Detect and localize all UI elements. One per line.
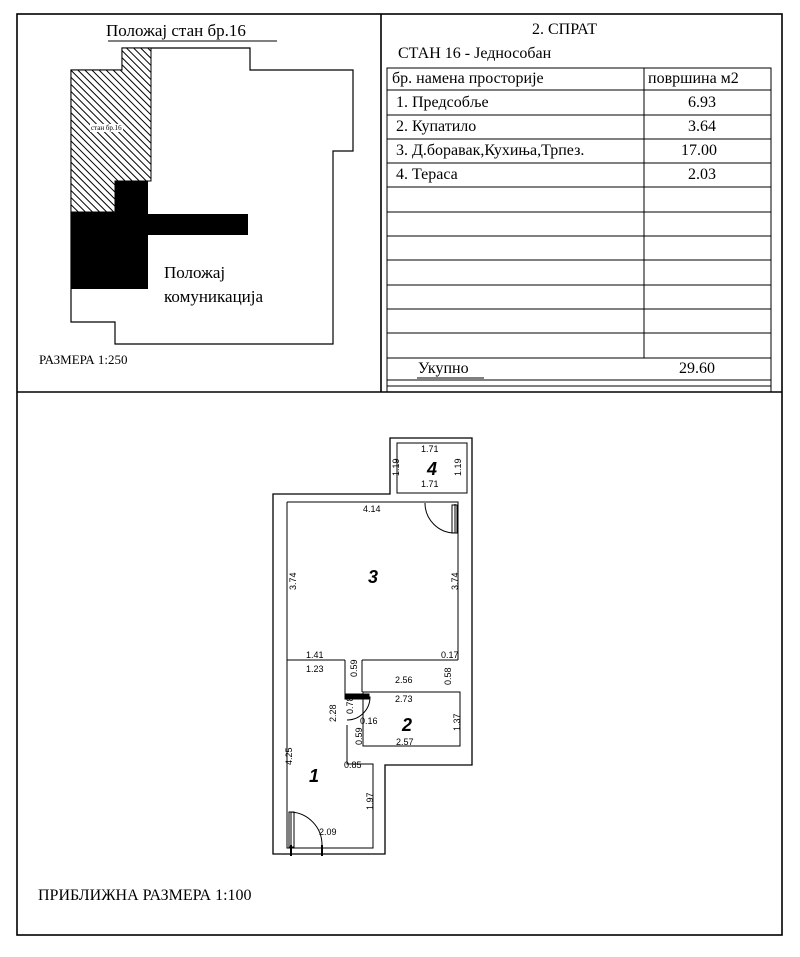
dimension-label: 0.85	[344, 760, 362, 770]
dimension-label: 1.71	[421, 444, 439, 454]
table-row-area: 2.03	[688, 166, 716, 183]
dimension-label: 1.23	[306, 664, 324, 674]
dimension-label: 0.16	[360, 716, 378, 726]
dimension-label: 4.14	[363, 504, 381, 514]
area-table	[387, 68, 771, 392]
dimension-label: 2.73	[395, 694, 413, 704]
floor-title: 2. СПРАТ	[532, 21, 597, 38]
dimension-label: 4.25	[284, 747, 294, 765]
apartment-title: СТАН 16 - Једнособан	[398, 45, 552, 62]
dimension-label: 2.09	[319, 827, 337, 837]
unit-tag: стан бр.16	[91, 124, 122, 132]
dimension-label: 1.97	[365, 792, 375, 810]
dimension-label: 2.57	[396, 737, 414, 747]
table-row-area: 3.64	[688, 118, 716, 135]
dimension-label: 1.71	[421, 479, 439, 489]
dimension-label: 1.19	[391, 458, 401, 476]
dimension-label: 0.58	[443, 667, 453, 685]
plan-scale: ПРИБЛИЖНА РАЗМЕРА 1:100	[38, 887, 252, 904]
room-label-1: 1	[309, 766, 320, 786]
dimension-label: 0.59	[349, 659, 359, 677]
table-header-area: површина м2	[648, 70, 739, 87]
dimension-label: 1.37	[452, 713, 462, 731]
total-value: 29.60	[679, 360, 715, 377]
dimension-label: 3.74	[450, 572, 460, 590]
dimension-label: 0.17	[441, 650, 459, 660]
dimension-label: 1.19	[453, 458, 463, 476]
table-row-area: 17.00	[681, 142, 717, 159]
table-header-name: бр. намена просторије	[392, 70, 544, 87]
table-row-name: 4. Тераса	[396, 166, 458, 183]
dimension-label: 1.41	[306, 650, 324, 660]
dimension-label: 0.59	[354, 727, 364, 745]
table-row-name: 2. Купатило	[396, 118, 477, 135]
total-label: Укупно	[418, 360, 469, 377]
location-title-unit: стан бр.16	[171, 21, 246, 40]
table-row-name: 1. Предсобље	[396, 94, 489, 111]
table-row-name: 3. Д.боравак,Кухиња,Трпез.	[396, 142, 585, 159]
location-title-prefix: Положај	[106, 21, 168, 40]
dimension-label: 0.78	[345, 696, 355, 714]
communications-label-2: комуникација	[164, 287, 264, 306]
room-label-2: 2	[402, 715, 413, 735]
room-label-3: 3	[368, 567, 379, 587]
communications-label-1: Положај	[164, 263, 226, 282]
location-scale: РАЗМЕРА 1:250	[39, 352, 128, 367]
dimension-label: 2.28	[328, 704, 338, 722]
dimension-label: 2.56	[395, 675, 413, 685]
dimension-label: 3.74	[288, 572, 298, 590]
table-row-area: 6.93	[688, 94, 716, 111]
room-label-4: 4	[427, 459, 438, 479]
location-title	[106, 21, 246, 41]
